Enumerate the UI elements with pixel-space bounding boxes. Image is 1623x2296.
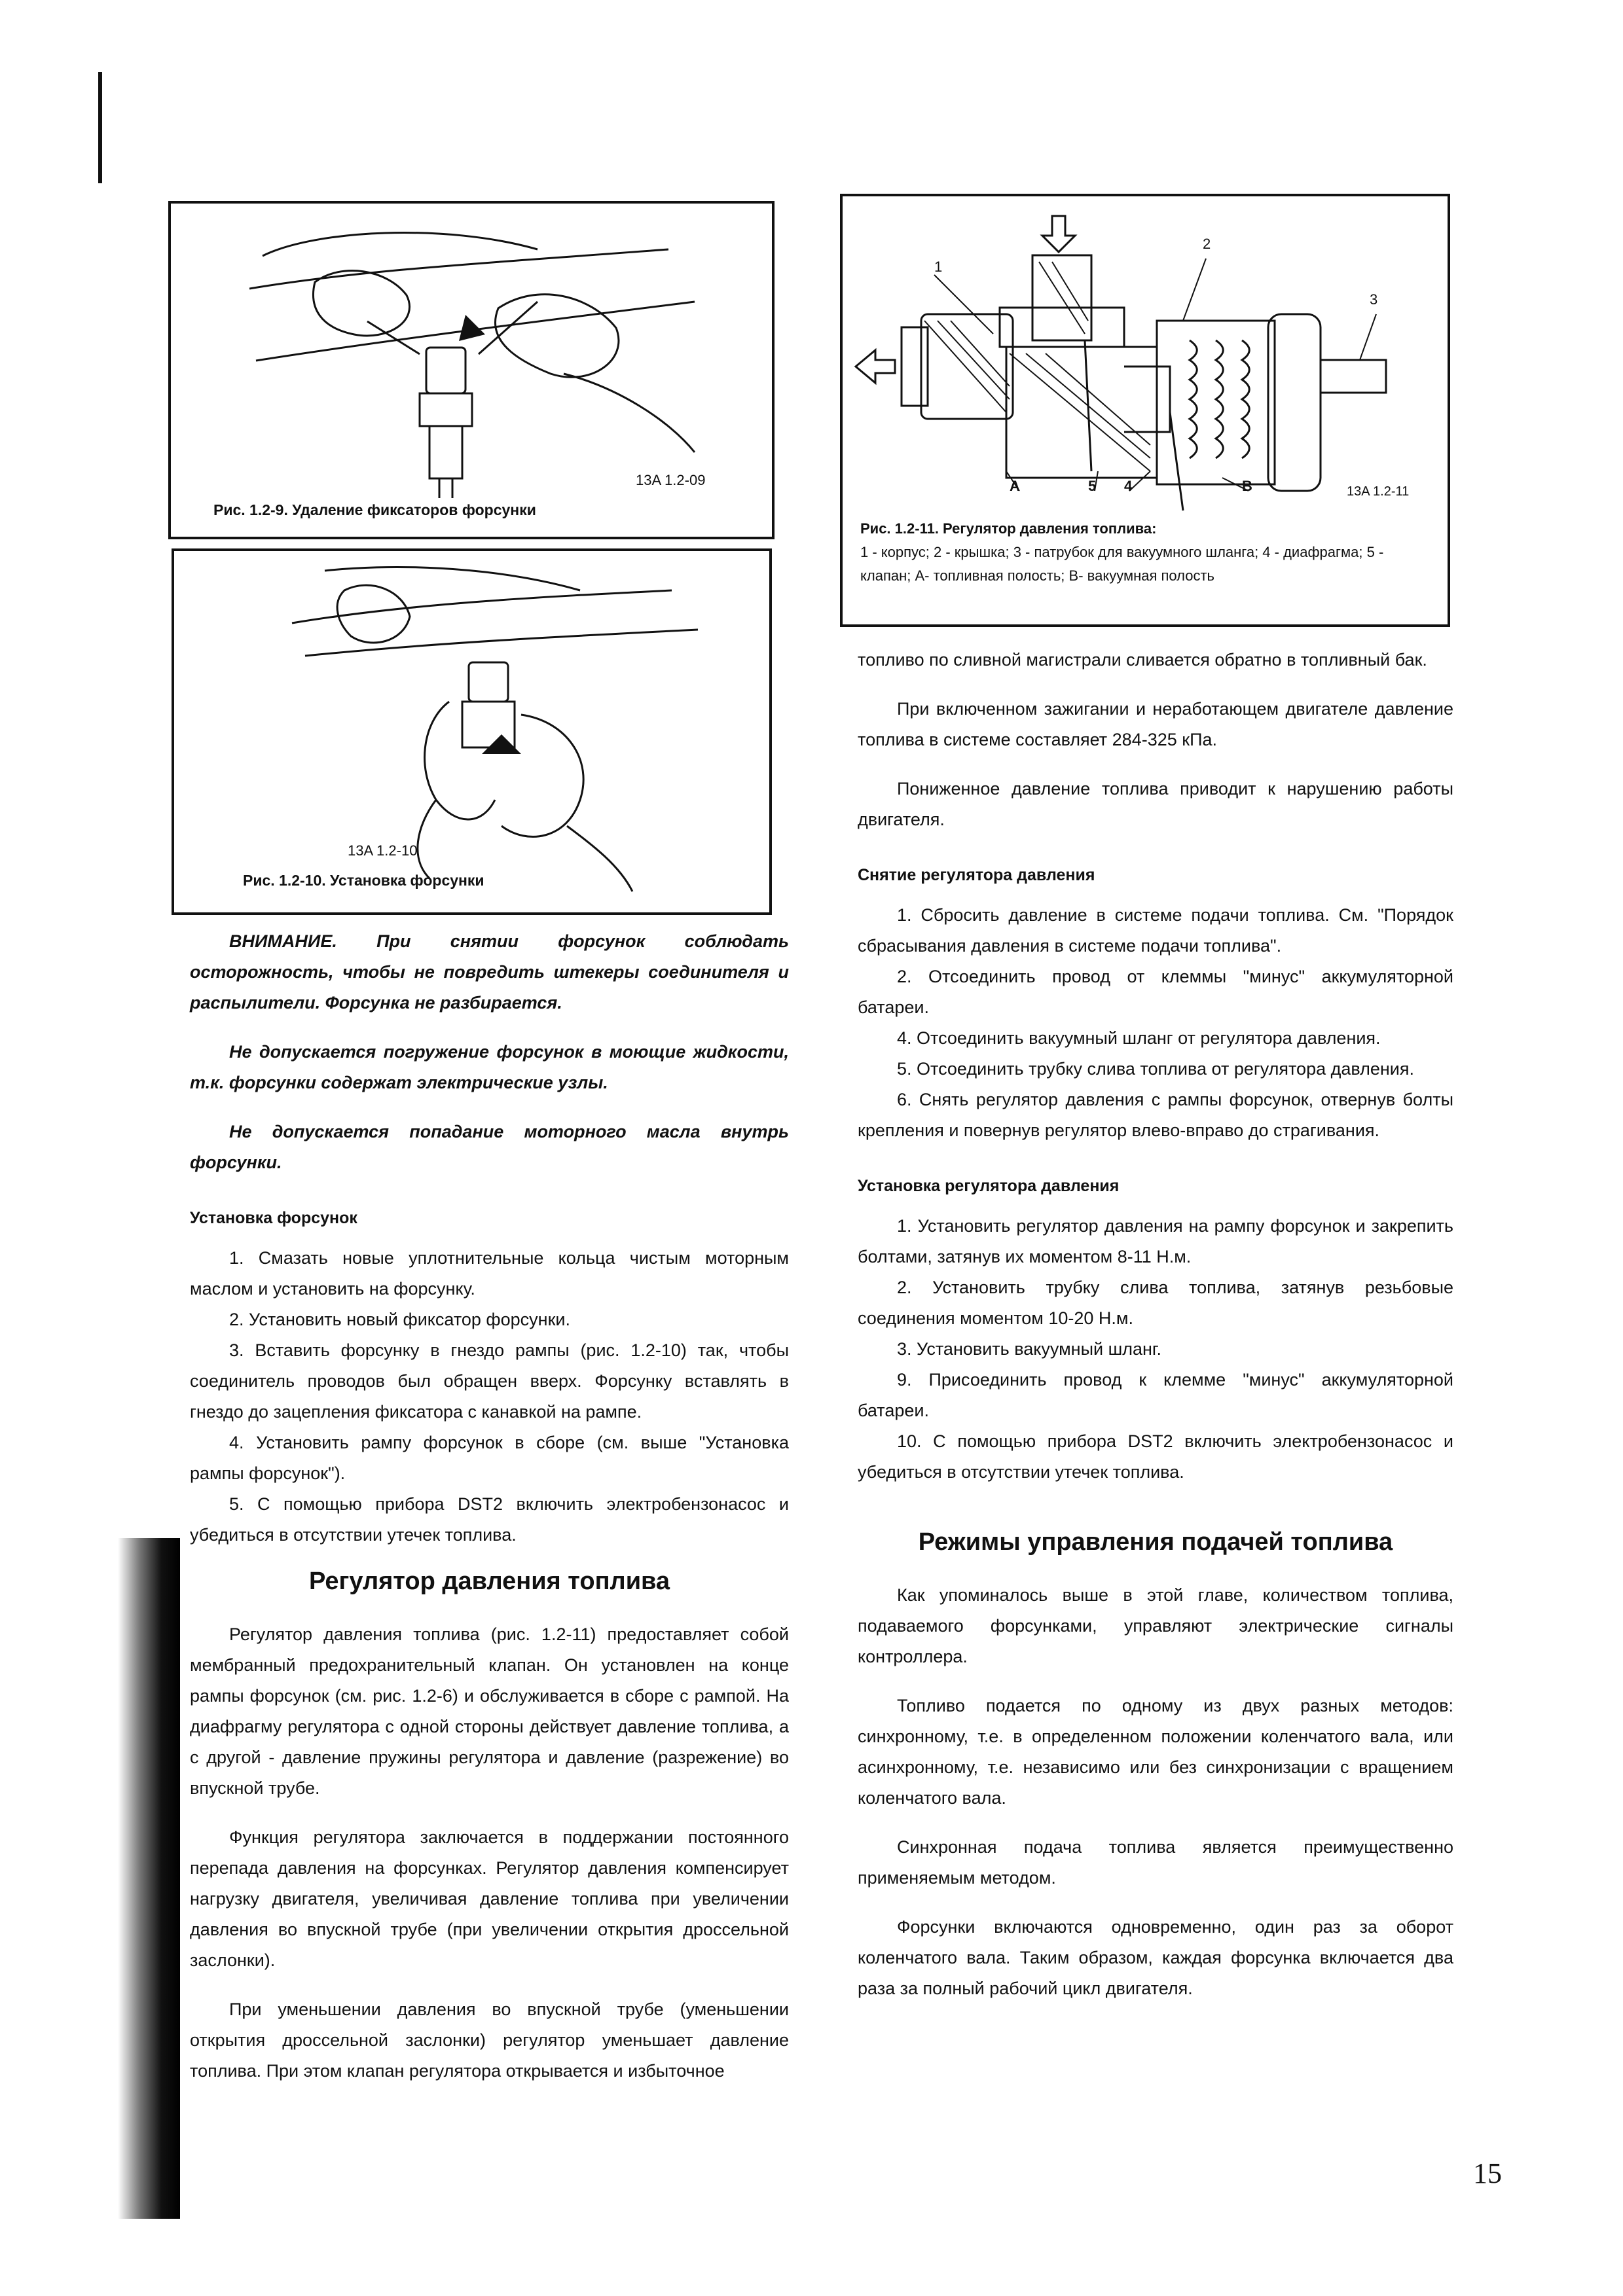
figure-caption: Рис. 1.2-9. Удаление фиксаторов форсунки <box>213 501 536 518</box>
install-step: 4. Установить рампу форсунок в сборе (см. выше "Установка рампы форсунок"). <box>190 1433 789 1483</box>
legend-title: Рис. 1.2-11. Регулятор давления топлива: <box>860 520 1157 537</box>
paragraph: Форсунки включаются одновременно, один раз за оборот коленчатого вала. Таким образом, каждая форсунка включается два раза за полный рабочий цикл двигателя. <box>858 1917 1453 1998</box>
label-1: 1 <box>934 259 943 275</box>
scan-edge-shadow <box>118 1538 180 2219</box>
figure-1-2-11 <box>840 194 1450 627</box>
figure-1-2-10 <box>172 548 772 915</box>
label-a: A <box>1010 478 1020 494</box>
figure-code: 13A 1.2-11 <box>1347 484 1410 499</box>
label-b: B <box>1242 478 1252 494</box>
figure-caption: Рис. 1.2-10. Установка форсунки <box>243 872 484 889</box>
figure-legend <box>860 517 1430 588</box>
install-step: 9. Присоединить провод к клемме "минус" аккумуляторной батареи. <box>858 1370 1453 1420</box>
install-step: 2. Установить трубку слива топлива, затянув резьбовые соединения моментом 10-20 Н.м. <box>858 1278 1453 1328</box>
paragraph: Функция регулятора заключается в поддержании постоянного перепада давления на форсунках. Регулятор давления компенсирует нагрузку двигателя, увеличивая давление топлива при увеличении давления во впускной трубе (при увеличении открытия дроссельной заслонки). <box>190 1827 789 1970</box>
right-column <box>858 645 1453 2022</box>
removal-step: 6. Снять регулятор давления с рампы форсунок, отвернув болты крепления и повернув регулятор влево-вправо до страгивания. <box>858 1090 1453 1140</box>
injector-install-illustration <box>174 551 775 918</box>
install-step: 3. Установить вакуумный шланг. <box>897 1339 1161 1359</box>
paragraph: При уменьшении давления во впускной трубе (уменьшении открытия дроссельной заслонки) регулятор уменьшает давление топлива. При этом клапан регулятора открывается и избыточное <box>190 2000 789 2081</box>
install-step: 1. Смазать новые уплотнительные кольца чистым моторным маслом и установить на форсунку. <box>190 1248 789 1299</box>
paragraph: Топливо подается по одному из двух разных методов: синхронному, т.е. в определенном положении коленчатого вала, или асинхронному, т.е. независимо или без синхронизации с вращением коленчатого вала. <box>858 1696 1453 1808</box>
warning-3: Не допускается попадание моторного масла внутрь форсунки. <box>190 1122 789 1172</box>
paragraph: При включенном зажигании и неработающем двигателе давление топлива в системе составляет 284-325 кПа. <box>858 699 1453 749</box>
left-column <box>190 926 789 2105</box>
figure-1-2-9 <box>168 201 775 539</box>
section-title: Регулятор давления топлива <box>308 1568 670 1595</box>
label-3: 3 <box>1370 291 1378 308</box>
page-number: 15 <box>1473 2157 1502 2189</box>
install-step: 3. Вставить форсунку в гнездо рампы (рис. 1.2-10) так, чтобы соединитель проводов был обращен вверх. Форсунку вставлять в гнездо до зацепления фиксатора с канавкой на рампе. <box>190 1340 789 1422</box>
warning-text: ВНИМАНИЕ. При снятии форсунок соблюдать осторожность, чтобы не повредить штекеры соединителя и распылители. Форсунка не разбирается. <box>190 931 789 1013</box>
install-step: 5. С помощью прибора DST2 включить электробензонасос и убедиться в отсутствии утечек топлива. <box>190 1494 789 1545</box>
label-2: 2 <box>1203 236 1211 252</box>
install-step: 2. Установить новый фиксатор форсунки. <box>229 1310 570 1329</box>
paragraph: Регулятор давления топлива (рис. 1.2-11) предоставляет собой мембранный предохранительный клапан. Он установлен на конце рампы форсунок (см. рис. 1.2-6) и обслуживается в сборе с рампой. На диафрагму регулятора с одной стороны действует давление топлива, а с другой - давление пружины регулятора и давление (разрежение) во впускной трубе. <box>190 1624 789 1798</box>
install-step: 1. Установить регулятор давления на рампу форсунок и закрепить болтами, затянув их моментом 8-11 Н.м. <box>858 1216 1453 1266</box>
legend-body: 1 - корпус; 2 - крышка; 3 - патрубок для вакуумного шланга; 4 - диафрагма; 5 - клапан; А- топливная полость; В- вакуумная полость <box>860 544 1384 584</box>
figure-code: 13A 1.2-10 <box>348 842 418 859</box>
section-title: Режимы управления подачей топлива <box>918 1528 1393 1556</box>
paragraph: Как упоминалось выше в этой главе, количеством топлива, подаваемого форсунками, управляют электрические сигналы контроллера. <box>858 1585 1453 1666</box>
paragraph: топливо по сливной магистрали сливается обратно в топливный бак. <box>858 650 1427 670</box>
paragraph: Синхронная подача топлива является преимущественно применяемым методом. <box>858 1837 1453 1888</box>
paragraph: Пониженное давление топлива приводит к нарушению работы двигателя. <box>858 779 1453 829</box>
removal-step: 5. Отсоединить трубку слива топлива от регулятора давления. <box>897 1059 1414 1079</box>
install-heading: Установка регулятора давления <box>858 1177 1120 1195</box>
removal-step: 4. Отсоединить вакуумный шланг от регулятора давления. <box>897 1028 1381 1048</box>
install-step: 10. С помощью прибора DST2 включить электробензонасос и убедиться в отсутствии утечек топлива. <box>858 1431 1453 1482</box>
label-5: 5 <box>1088 478 1097 494</box>
removal-step: 1. Сбросить давление в системе подачи топлива. См. "Порядок сбрасывания давления в системе подачи топлива". <box>858 905 1453 956</box>
figure-code: 13A 1.2-09 <box>636 472 706 488</box>
warning-2: Не допускается погружение форсунок в моющие жидкости, т.к. форсунки содержат электрические узлы. <box>190 1042 789 1092</box>
removal-heading: Снятие регулятора давления <box>858 866 1095 884</box>
removal-step: 2. Отсоединить провод от клеммы "минус" аккумуляторной батареи. <box>858 967 1453 1017</box>
scan-edge-mark <box>98 72 102 183</box>
injector-removal-illustration <box>171 204 777 542</box>
label-4: 4 <box>1124 478 1133 494</box>
install-heading: Установка форсунок <box>190 1209 357 1227</box>
